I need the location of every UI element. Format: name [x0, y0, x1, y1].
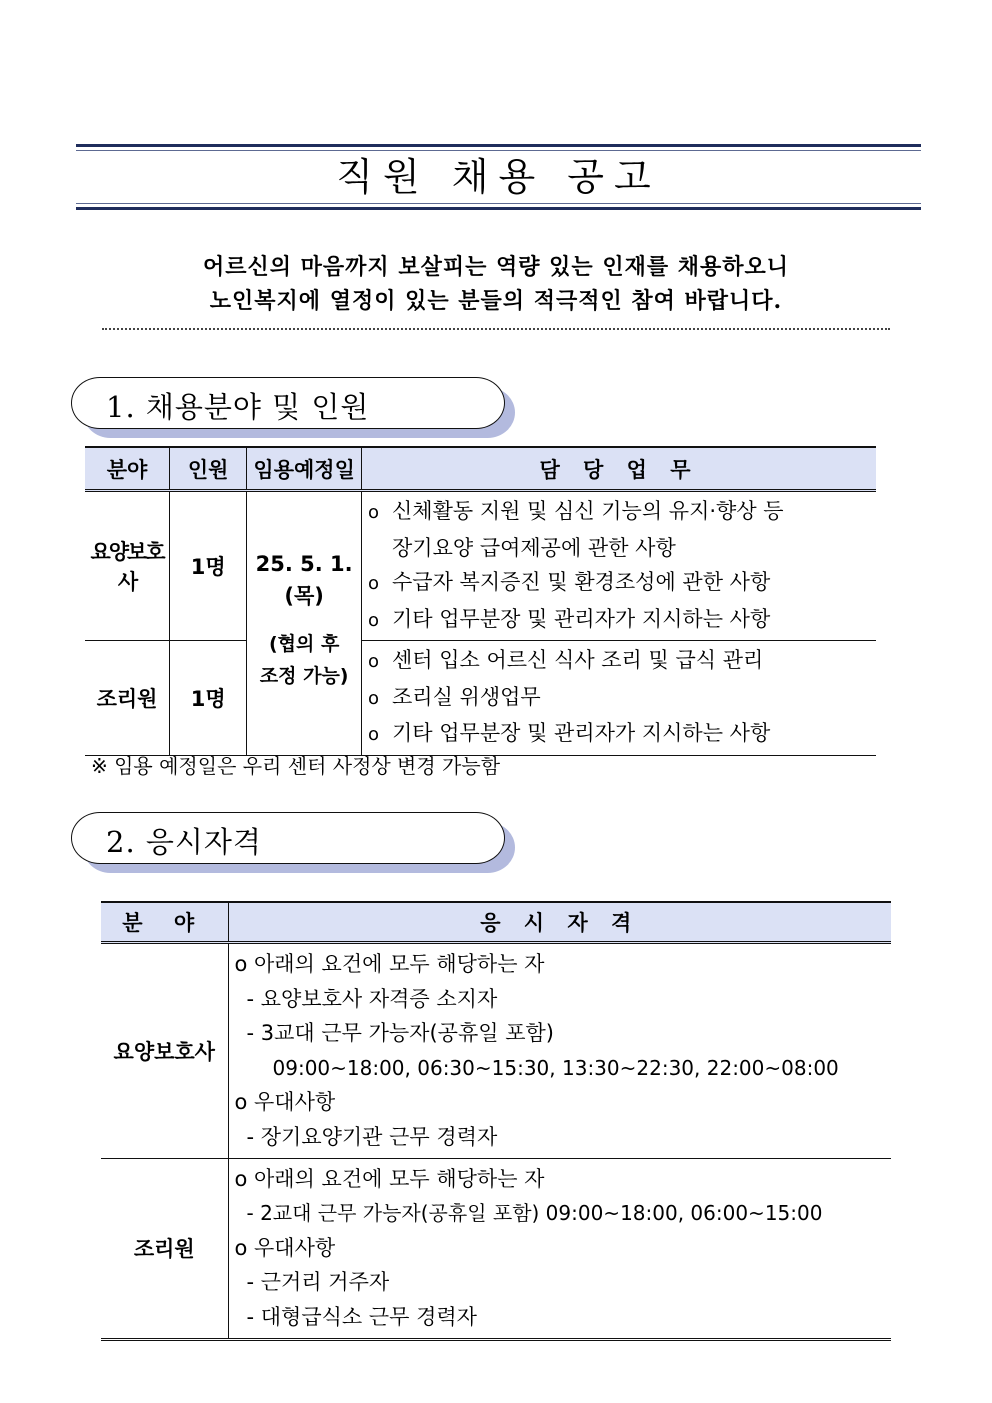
list-item: - 2교대 근무 가능자(공휴일 포함) 09:00~18:00, 06:00~15:00 [246, 1201, 823, 1226]
col-header-duty: 담 당 업 무 [362, 447, 877, 491]
qualification-table [101, 901, 891, 1341]
qualification-table-header [101, 902, 891, 943]
section-1-title: 1. 채용분야 및 인원 [106, 390, 370, 424]
table-row [85, 641, 876, 756]
duty-text [392, 494, 876, 529]
section-2-title: 2. 응시자격 [106, 825, 262, 859]
bullet-icon: o [368, 573, 380, 594]
table-row [101, 943, 891, 1159]
duty-cell [362, 491, 877, 641]
bullet-icon: o [368, 502, 380, 523]
dotted-divider [102, 328, 890, 330]
positions-table-header [85, 447, 876, 491]
qualification-cell [228, 1158, 891, 1339]
field-cell: 요양보호사 [85, 491, 170, 641]
duty-line: 수급자 복지증진 및 환경조성에 관한 사항 [392, 570, 771, 594]
list-item: - 대형급식소 근무 경력자 [246, 1304, 477, 1329]
col-header-field: 분 야 [101, 902, 228, 943]
list-item [368, 680, 876, 717]
duty-cell [362, 641, 877, 756]
list-item [368, 716, 876, 753]
list-item: - 장기요양기관 근무 경력자 [246, 1124, 498, 1149]
list-item [368, 494, 876, 531]
bullet-icon: o [368, 687, 380, 709]
col-header-date: 임용예정일 [247, 447, 362, 491]
date-note: ※ 임용 예정일은 우리 센터 사정상 변경 가능함 [91, 754, 501, 778]
date-spacer [247, 612, 361, 628]
table-row [85, 491, 876, 641]
title-rule-top-thin [76, 150, 921, 151]
date-day: (목) [284, 584, 324, 608]
section-1-header-pill [71, 377, 505, 429]
title-banner [76, 144, 921, 210]
list-item: o 아래의 요건에 모두 해당하는 자 [234, 952, 545, 976]
duty-line: 조리실 위생업무 [392, 684, 541, 709]
bullet-icon: o [368, 651, 380, 672]
field-cell: 조리원 [85, 641, 170, 756]
positions-table [85, 446, 876, 756]
duty-line: 신체활동 지원 및 심신 기능의 유지·향상 등 [392, 499, 784, 523]
bullet-icon: o [368, 724, 380, 745]
bullet-icon: o [368, 609, 380, 631]
date-main: 25. 5. 1. [255, 552, 353, 576]
duty-line: 기타 업무분장 및 관리자가 지시하는 사항 [392, 721, 771, 745]
list-item: - 근거리 거주자 [246, 1270, 390, 1295]
list-item: 장기요양 급여제공에 관한 사항 [392, 535, 676, 560]
page-title: 직원 채용 공고 [336, 155, 661, 199]
list-item [368, 602, 876, 639]
list-item: o 우대사항 [234, 1090, 336, 1115]
title-rule-bottom [76, 207, 921, 210]
table-row [101, 1158, 891, 1339]
section-2-header-pill [71, 812, 505, 864]
field-cell: 조리원 [101, 1158, 228, 1339]
intro-line-2: 노인복지에 열정이 있는 분들의 적극적인 참여 바랍니다. [209, 288, 783, 314]
list-item [368, 565, 876, 602]
title-rule-top [76, 144, 921, 147]
list-item: o 아래의 요건에 모두 해당하는 자 [234, 1166, 545, 1191]
date-note-1: (협의 후 [268, 633, 340, 655]
date-cell [247, 491, 362, 756]
field-cell: 요양보호사 [101, 943, 228, 1159]
list-item: - 3교대 근무 가능자(공휴일 포함) [246, 1021, 554, 1046]
count-cell: 1명 [170, 641, 247, 756]
section-2-header [71, 812, 516, 874]
qualification-cell [228, 943, 891, 1159]
duty-line: 센터 입소 어르신 식사 조리 및 급식 관리 [392, 648, 764, 672]
intro-line-1: 어르신의 마음까지 보살피는 역량 있는 인재를 채용하오니 [202, 254, 789, 280]
col-header-count: 인원 [170, 447, 247, 491]
col-header-field: 분야 [85, 447, 170, 491]
section-1-header [71, 377, 516, 439]
list-item: 09:00~18:00, 06:30~15:30, 13:30~22:30, 22:00~08:00 [272, 1055, 839, 1080]
duty-line: 기타 업무분장 및 관리자가 지시하는 사항 [392, 606, 771, 631]
col-header-qualification: 응 시 자 격 [228, 902, 891, 943]
list-item: o 우대사항 [234, 1235, 336, 1260]
list-item: - 요양보호사 자격증 소지자 [246, 986, 498, 1011]
list-item [368, 643, 876, 680]
title-rule-bottom-thin [76, 203, 921, 204]
date-note-2: 조정 가능) [259, 665, 349, 687]
count-cell: 1명 [170, 491, 247, 641]
